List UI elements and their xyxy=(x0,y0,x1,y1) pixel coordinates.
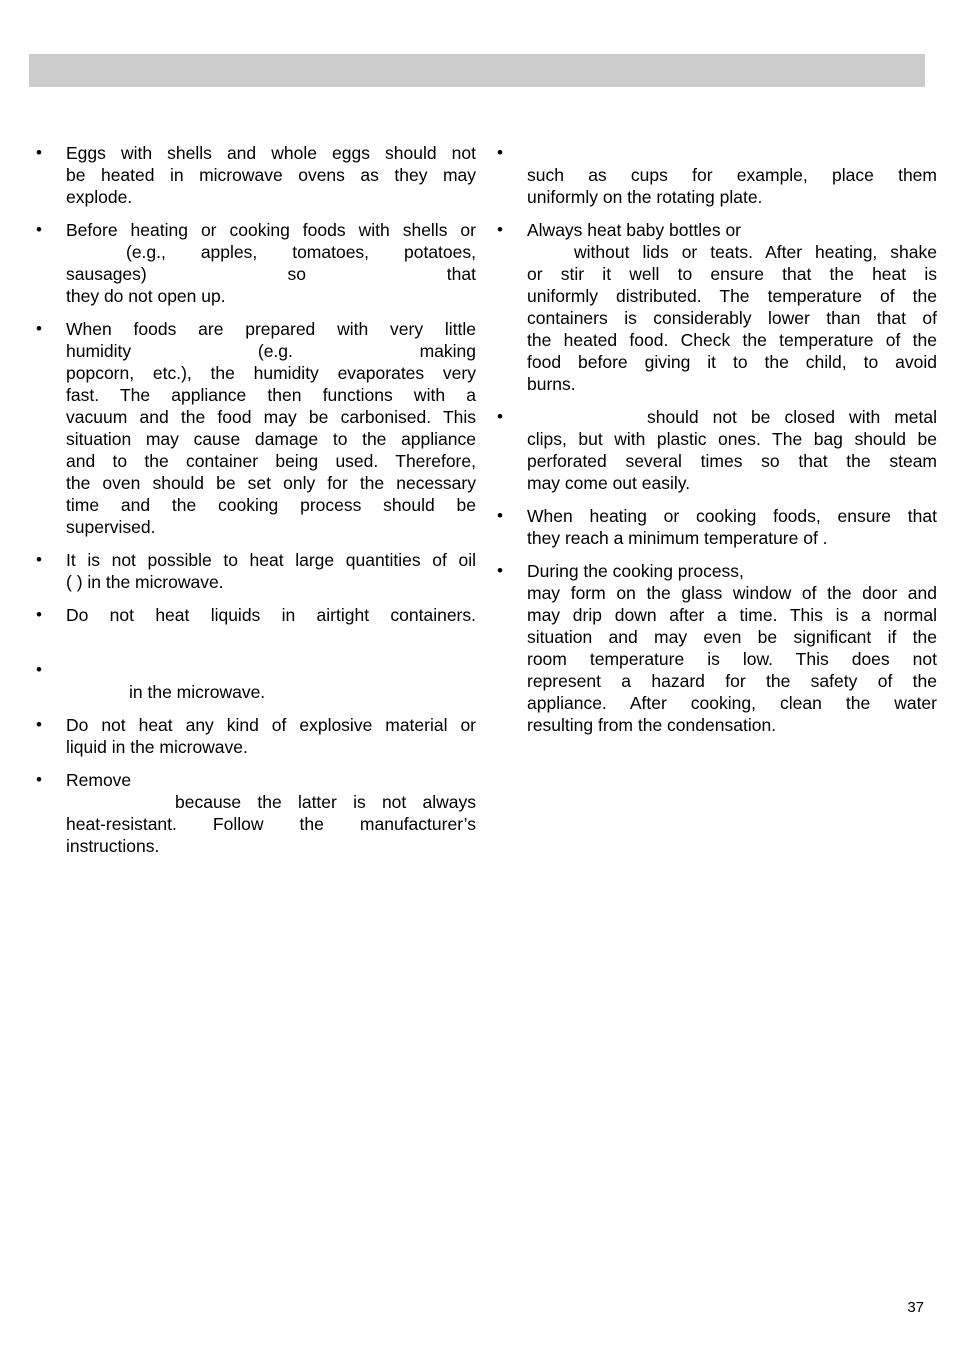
text-line: without lids or teats. After heating, shake xyxy=(574,242,937,262)
text-line: Do not heat any kind of explosive material or xyxy=(66,715,476,735)
bullet-item xyxy=(36,318,476,538)
text-line: room temperature is low. This does not xyxy=(527,649,937,669)
text-line: Before heating or cooking foods with shells or xyxy=(66,220,476,240)
text-line: burns. xyxy=(527,374,576,394)
text-line: they do not open up. xyxy=(66,286,226,306)
text-line: resulting from the condensation. xyxy=(527,715,777,735)
text-line: uniformly distributed. The temperature of the xyxy=(527,286,937,306)
bullet-item xyxy=(36,549,476,593)
text-line: vacuum and the food may be carbonised. This xyxy=(66,407,476,427)
bullet-icon: • xyxy=(36,143,42,162)
bullet-item xyxy=(497,142,937,208)
text-line: appliance. After cooking, clean the water xyxy=(527,693,937,713)
text-line: When heating or cooking foods, ensure that xyxy=(527,506,937,526)
bullet-icon: • xyxy=(36,770,42,789)
bullet-icon: • xyxy=(497,561,503,580)
bullet-icon: • xyxy=(36,550,42,569)
bullet-item xyxy=(497,406,937,494)
text-line: containers is considerably lower than that of xyxy=(527,308,937,328)
page-number: 37 xyxy=(907,1299,924,1316)
text-line: time and the cooking process should be xyxy=(66,495,476,515)
text-line: may come out easily. xyxy=(527,473,691,493)
text-line: or stir it well to ensure that the heat is xyxy=(527,264,937,284)
bullet-icon: • xyxy=(497,407,503,426)
text-line: liquid in the microwave. xyxy=(66,737,248,757)
bullet-icon: • xyxy=(36,605,42,624)
bullet-icon: • xyxy=(36,660,42,679)
text-line: humidity (e.g. making xyxy=(66,341,476,361)
bullet-item xyxy=(36,659,476,703)
text-line: be heated in microwave ovens as they may xyxy=(66,165,476,185)
bullet-item xyxy=(497,560,937,736)
text-line: sausages) so that xyxy=(66,264,476,284)
text-line xyxy=(527,142,937,164)
bullet-icon: • xyxy=(36,220,42,239)
text-line: perforated several times so that the steam xyxy=(527,451,937,471)
bullet-icon: • xyxy=(497,143,503,162)
bullet-item xyxy=(36,142,476,208)
text-line: When foods are prepared with very little xyxy=(66,319,476,339)
bullet-item xyxy=(36,604,476,648)
text-line: the heated food. Check the temperature of the xyxy=(527,330,937,350)
text-line: Remove xyxy=(66,770,132,790)
bullet-icon: • xyxy=(497,220,503,239)
bullet-item xyxy=(36,714,476,758)
text-line: may form on the glass window of the door and xyxy=(527,583,937,603)
text-line xyxy=(66,659,476,681)
text-line: (e.g., apples, tomatoes, potatoes, xyxy=(126,242,476,262)
text-line: ( ) in the microwave. xyxy=(66,572,224,592)
text-line: clips, but with plastic ones. The bag should be xyxy=(527,429,937,449)
header-bar xyxy=(29,54,925,87)
text-line: situation may cause damage to the appliance xyxy=(66,429,476,449)
text-line: situation and may even be significant if the xyxy=(527,627,937,647)
bullet-icon: • xyxy=(36,715,42,734)
text-line: the oven should be set only for the necessary xyxy=(66,473,476,493)
text-line: During the cooking process, xyxy=(527,561,744,581)
text-line: uniformly on the rotating plate. xyxy=(527,187,763,207)
text-line: represent a hazard for the safety of the xyxy=(527,671,937,691)
text-line: in the microwave. xyxy=(129,682,266,702)
text-line: may drip down after a time. This is a normal xyxy=(527,605,937,625)
bullet-icon: • xyxy=(36,319,42,338)
bullet-item xyxy=(497,219,937,395)
text-line: Always heat baby bottles or xyxy=(527,220,742,240)
text-line: should not be closed with metal xyxy=(647,407,937,427)
text-line: food before giving it to the child, to avoid xyxy=(527,352,937,372)
text-line: instructions. xyxy=(66,836,160,856)
text-line: heat-resistant. Follow the manufacturer’s xyxy=(66,814,476,834)
text-line: because the latter is not always xyxy=(175,792,476,812)
text-line: such as cups for example, place them xyxy=(527,165,937,185)
text-line: and to the container being used. Therefore, xyxy=(66,451,476,471)
left-column xyxy=(36,142,476,868)
text-line: they reach a minimum temperature of . xyxy=(527,528,828,548)
bullet-icon: • xyxy=(497,506,503,525)
text-line: It is not possible to heat large quantities of oil xyxy=(66,550,476,570)
bullet-item xyxy=(36,769,476,857)
bullet-item xyxy=(497,505,937,549)
text-line: fast. The appliance then functions with a xyxy=(66,385,476,405)
text-line: supervised. xyxy=(66,517,156,537)
text-line: explode. xyxy=(66,187,133,207)
text-line: popcorn, etc.), the humidity evaporates very xyxy=(66,363,476,383)
text-line: Eggs with shells and whole eggs should not xyxy=(66,143,476,163)
text-line xyxy=(66,626,476,648)
text-line: Do not heat liquids in airtight containers. xyxy=(66,605,476,625)
right-column xyxy=(497,142,937,747)
bullet-item xyxy=(36,219,476,307)
